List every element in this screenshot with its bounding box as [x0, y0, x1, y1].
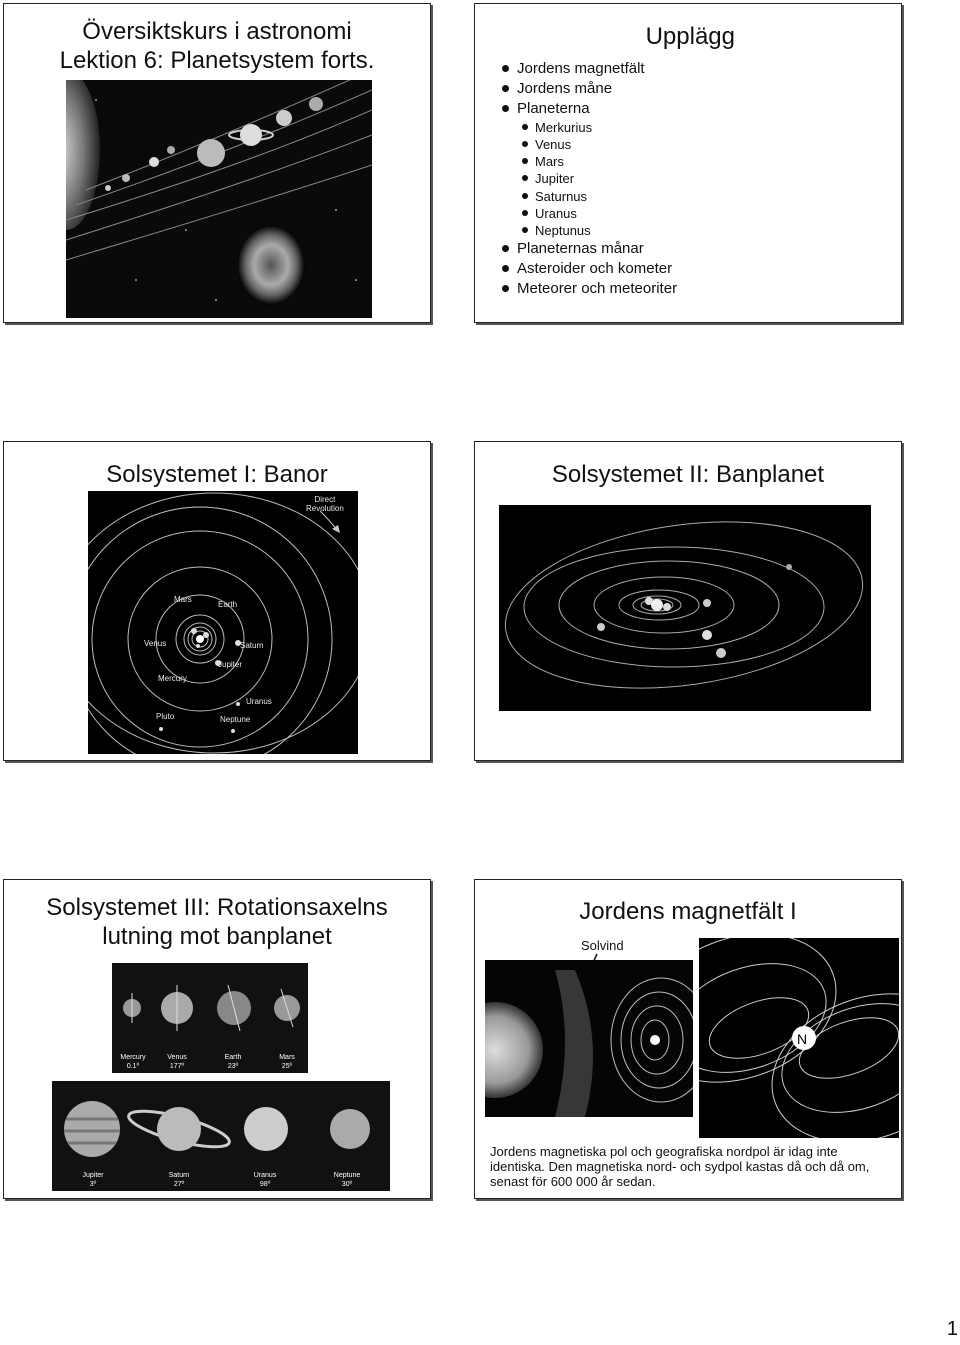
page-number: 1 — [946, 1318, 958, 1340]
slide-5-title — [4, 893, 430, 951]
label-neptune-tilt: Neptune 30º — [333, 1172, 361, 1188]
bullet-meteorer: Meteorer och meteoriter — [517, 280, 678, 297]
slide-3-title: Solsystemet I: Banor — [106, 461, 328, 488]
slide-5 — [3, 879, 431, 1199]
slide-6 — [474, 879, 902, 1199]
outer-planets-tilt-image — [52, 1081, 390, 1191]
label-jupiter: Jupiter — [218, 660, 243, 669]
slide-4 — [474, 441, 902, 761]
label-jupiter-tilt: Jupiter 3º — [82, 1172, 104, 1188]
slide-3 — [3, 441, 431, 761]
label-venus-tilt: Venus 177º — [167, 1054, 187, 1070]
bullet-jordens-mane: Jordens måne — [517, 80, 613, 97]
label-earth-tilt: Earth 23º — [224, 1054, 242, 1070]
bullet-merkurius: Merkurius — [535, 120, 593, 135]
title-line-2: Lektion 6: Planetsystem forts. — [59, 47, 375, 74]
bullet-jupiter: Jupiter — [535, 171, 575, 186]
slide-2-title: Upplägg — [645, 23, 735, 50]
slide-6-body-text: Jordens magnetiska pol och geografiska nordpol är idag inte identiska. Den magnetiska nord- och sydpol kastas då och då om, senast för 600 000 år sedan. — [490, 1144, 870, 1189]
slide-1-title — [4, 17, 430, 75]
bullet-neptunus: Neptunus — [535, 223, 591, 238]
title-line-1: Solsystemet III: Rotationsaxelns — [46, 894, 388, 921]
label-saturn-tilt: Saturn 27º — [168, 1172, 190, 1188]
direct-revolution-label: Direct Revolution — [306, 495, 344, 513]
solar-system-image — [66, 80, 372, 318]
inner-planets-tilt-image — [112, 963, 308, 1073]
label-venus: Venus — [144, 639, 167, 648]
compass-icon: N — [797, 1031, 808, 1047]
label-mercury-tilt: Mercury 0.1º — [120, 1054, 146, 1070]
slide-4-title: Solsystemet II: Banplanet — [551, 461, 825, 488]
bullet-saturnus: Saturnus — [535, 189, 588, 204]
solar-wind-image — [485, 960, 693, 1117]
bullet-planeternas-manar: Planeternas månar — [517, 240, 644, 257]
title-line-2: lutning mot banplanet — [102, 923, 332, 950]
label-mercury: Mercury — [158, 674, 187, 683]
orbital-plane-image — [499, 505, 871, 711]
title-line-1: Översiktskurs i astronomi — [82, 18, 352, 45]
bullet-asteroider: Asteroider och kometer — [517, 260, 673, 277]
label-uranus: Uranus — [246, 697, 272, 706]
slide-2 — [474, 3, 902, 323]
bullet-uranus: Uranus — [535, 206, 577, 221]
bullet-jordens-magnetfalt: Jordens magnetfält — [517, 60, 645, 77]
bullet-planeterna: Planeterna — [517, 100, 590, 117]
label-earth: Earth — [218, 600, 238, 609]
label-neptune: Neptune — [220, 715, 251, 724]
orbits-image — [88, 491, 358, 754]
bullet-venus: Venus — [535, 137, 572, 152]
label-mars: Mars — [174, 595, 192, 604]
label-pluto: Pluto — [156, 712, 175, 721]
label-saturn: Saturn — [240, 641, 264, 650]
slide-6-title: Jordens magnetfält I — [579, 898, 797, 925]
magnetic-field-image — [699, 938, 899, 1138]
label-mars-tilt: Mars 25º — [279, 1054, 295, 1070]
bullet-mars: Mars — [535, 154, 564, 169]
slide-1 — [3, 3, 431, 323]
solvind-label: Solvind — [581, 938, 624, 953]
label-uranus-tilt: Uranus 98º — [253, 1172, 277, 1188]
